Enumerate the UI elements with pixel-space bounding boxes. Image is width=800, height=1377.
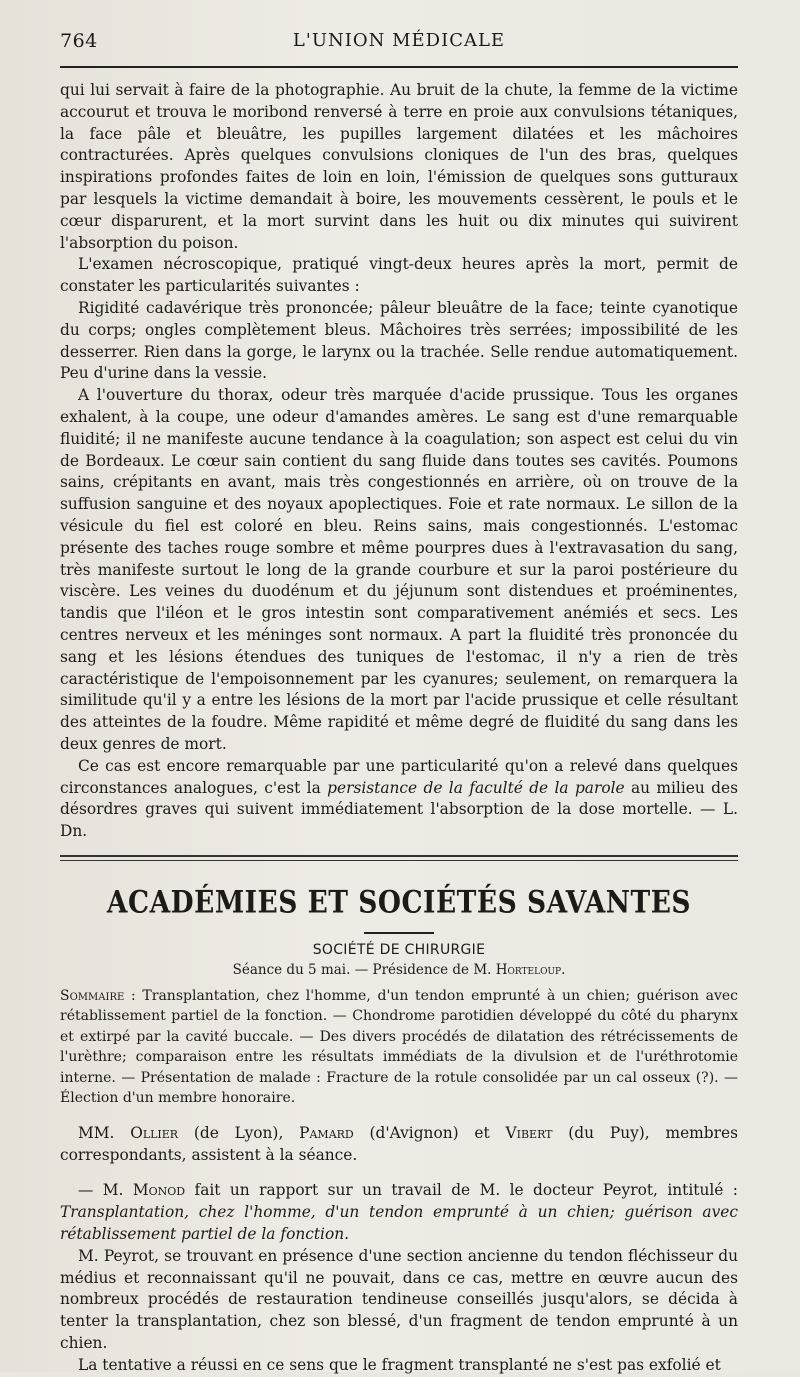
name-ollier: Ollier bbox=[130, 1123, 179, 1142]
report-title: Transplantation, chez l'homme, d'un tendon emprunté à un chien; guérison avec rétablissement partiel de la fonction. bbox=[60, 1203, 738, 1244]
p5-text-after: au milieu des désordres graves qui suivent immédiatement l'absorption de la dose mortelle. — L. Dn. bbox=[60, 778, 738, 841]
name-pamard: Pamard bbox=[299, 1123, 354, 1142]
p5-italic-phrase: persistance de la faculté de la parole bbox=[327, 778, 625, 797]
section-divider bbox=[60, 855, 738, 861]
report-lead: — M. bbox=[78, 1181, 133, 1200]
name-monod: Monod bbox=[132, 1181, 186, 1200]
spacer bbox=[60, 1109, 738, 1123]
pamard-place: (d'Avignon) et bbox=[353, 1123, 506, 1142]
section-title: ACADÉMIES ET SOCIÉTÉS SAVANTES bbox=[106, 884, 692, 921]
article-paragraph-2: L'examen nécroscopique, pratiqué vingt-deux heures après la mort, permit de constater les particularités suivantes : bbox=[60, 255, 738, 296]
summary-label: Sommaire : bbox=[60, 987, 136, 1004]
peyrot-paragraph: M. Peyrot, se trouvant en présence d'une section ancienne du tendon fléchisseur du médius et reconnaissant qu'il ne pouvait, dans ce cas, mettre en œuvre aucun des nombreux procédés de restauration tendineuse conseillés jusqu'alors, se décida à tenter la transplantation, chez son blessé, d'un fragment de tendon emprunté à un chien. bbox=[60, 1246, 738, 1353]
society-name: SOCIÉTÉ DE CHIRURGIE bbox=[312, 941, 486, 958]
attendance-paragraph bbox=[60, 1123, 738, 1167]
header-rule bbox=[60, 66, 738, 68]
page-number: 764 bbox=[60, 30, 98, 52]
seance-line bbox=[60, 962, 738, 978]
ollier-place: (de Lyon), bbox=[178, 1123, 300, 1142]
summary-text: Transplantation, chez l'homme, d'un tendon emprunté à un chien; guérison avec rétablissement partiel de la fonction. — Chondrome parotidien développé du côté du pharynx et extirpé par la cavité buccale. — Des divers procédés de dilatation des rétrécissements de l'urèthre; comparaison entre les résultats immédiats de la divulsion et de l'uréthrotomie interne. — Présentation de malade : Fracture de la rotule consolidée par un cal osseux (?). — Élection d'un membre honoraire. bbox=[60, 987, 738, 1107]
report-mid: fait un rapport sur un travail de M. le docteur Peyrot, intitulé : bbox=[185, 1181, 738, 1200]
report-paragraph bbox=[60, 1180, 738, 1245]
article-paragraph-5 bbox=[60, 756, 738, 843]
seance-date: Séance du 5 mai. — Présidence de M. bbox=[232, 961, 496, 978]
seance-president: Horteloup. bbox=[495, 961, 566, 978]
article-paragraph-3: Rigidité cadavérique très prononcée; pâleur bleuâtre de la face; teinte cyanotique du corps; ongles complètement bleus. Mâchoires très serrées; impossibilité de les desserrer. Rien dans la gorge, le larynx ou la trachée. Selle rendue automatiquement. Peu d'urine dans la vessie. bbox=[60, 298, 738, 383]
journal-title: L'UNION MÉDICALE bbox=[292, 30, 506, 51]
title-underline bbox=[364, 932, 434, 934]
vibert-place: (du Puy), membres correspondants, assistent à la séance. bbox=[60, 1123, 738, 1164]
mm-prefix: MM. bbox=[78, 1123, 131, 1142]
name-vibert: Vibert bbox=[505, 1123, 553, 1142]
last-paragraph: La tentative a réussi en ce sens que le fragment transplanté ne s'est pas exfolié et bbox=[78, 1355, 721, 1374]
article-paragraph-1: qui lui servait à faire de la photographie. Au bruit de la chute, la femme de la victime accourut et trouva le moribond renversé à terre en proie aux convulsions tétaniques, la face pâle et bleuâtre, les pupilles largement dilatées et les mâchoires contracturées. Après quelques convulsions cloniques de l'un des bras, quelques inspirations profondes faites de loin en loin, l'émission de quelques sons gutturaux par lesquels la victime demandait à boire, les mouvements cessèrent, le pouls et le cœur disparurent, et la mort survint dans les huit ou dix minutes qui suivirent l'absorption du poison. bbox=[60, 81, 738, 252]
article-paragraph-4: A l'ouverture du thorax, odeur très marquée d'acide prussique. Tous les organes exhalent, à la coupe, une odeur d'amandes amères. Le sang est d'une remarquable fluidité; il ne manifeste aucune tendance à la coagulation; son aspect est celui du vin de Bordeaux. Le cœur sain contient du sang fluide dans toutes ses cavités. Poumons sains, crépitants en avant, mais très congestionnés en arrière, où on trouve de la suffusion sanguine et des noyaux apoplectiques. Foie et rate normaux. Le sillon de la vésicule du fiel est coloré en bleu. Reins sains, mais congestionnés. L'estomac présente des taches rouge sombre et même pourpres dues à l'extravasation du sang, très manifeste surtout le long de la grande courbure et sur la paroi postérieure du viscère. Les veines du duodénum et du jéjunum sont distendues et proéminentes, tandis que l'iléon et le gros intestin sont comparativement anémiés et secs. Les centres nerveux et les méninges sont normaux. A part la fluidité très prononcée du sang et les lésions étendues des tuniques de l'estomac, il n'y a rien de très caractéristique de l'empoisonnement par les cyanures; seulement, on remarquera la similitude qu'il y a entre les lésions de la mort par l'acide prussique et celle résultant des atteintes de la foudre. Même rapidité et même degré de fluidité du sang dans les deux genres de mort. bbox=[60, 386, 738, 753]
running-head bbox=[60, 24, 738, 60]
summary bbox=[60, 986, 738, 1109]
p5-text-before: Ce cas est encore remarquable par une particularité qu'on a relevé dans quelques circonstances analogues, c'est la bbox=[60, 756, 738, 797]
spacer bbox=[60, 1166, 738, 1180]
